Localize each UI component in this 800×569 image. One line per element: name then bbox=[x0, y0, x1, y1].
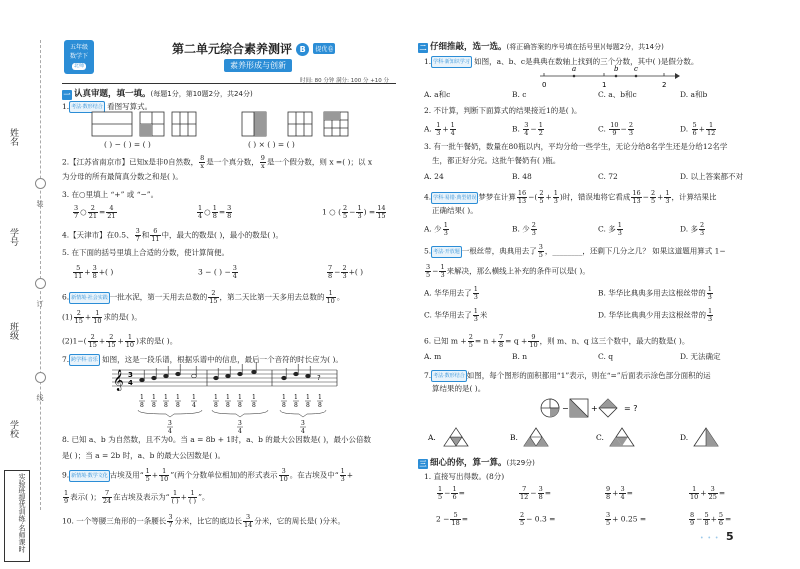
section-note: (共29分) bbox=[506, 459, 535, 467]
music-note bbox=[214, 376, 219, 380]
q9-line-2: $\frac{1}{9}$ 表示( )； $\frac{7}{24}$ 在古埃及表示为“ $\frac{1}{( )}$ + $\frac{1}{( )}$ ”。 bbox=[64, 489, 210, 505]
music-note bbox=[282, 376, 287, 380]
subject-text: 数学下 bbox=[69, 53, 88, 60]
measure-total: 4 bbox=[238, 428, 242, 435]
q2-line-2: 为分母的所有最简真分数之和是( )。 bbox=[62, 172, 183, 181]
section-heading bbox=[418, 40, 664, 53]
q5-expr-3: $\frac{7}{8}$ − $\frac{2}{3}$ +( ) bbox=[328, 264, 364, 280]
music-note bbox=[306, 374, 311, 378]
r7-shapes bbox=[540, 396, 680, 424]
question-5: 5. 在下面的括号里填上合适的分数，使计算简便。 bbox=[62, 248, 230, 257]
note-duration: 1 bbox=[192, 394, 196, 401]
choice-question-1: 1. 学科·新知识学习 如图，a、b、c是典典在数轴上找到的三个分数，其中( )是假分数。 bbox=[424, 57, 699, 66]
section-number-icon: 一 bbox=[63, 91, 71, 99]
number-label: 学号 bbox=[8, 228, 18, 246]
section-title: 认真审题，填一填。 bbox=[74, 89, 151, 99]
calc-item: $\frac{1}{10}$ + $\frac{3}{25}$ = bbox=[690, 485, 726, 501]
section-title: 细心的你，算一算。 bbox=[430, 458, 507, 468]
q2-text: 是一个真分数， bbox=[206, 157, 259, 167]
binding-strip bbox=[0, 0, 56, 569]
q2-text: 是一个假分数，则 x =( )；以 x bbox=[266, 157, 373, 167]
q3-expr-2: $\frac{1}{4}$ ○ $\frac{1}{8}$ = $\frac{3}{8}$ bbox=[198, 204, 232, 220]
r4-line-2: 正确结果( )。 bbox=[432, 206, 478, 215]
question-7: 7. 跨学科·音乐 如图，这是一段乐谱，根据乐谱中的信息，最后一个音符的时长应为( )。 bbox=[62, 355, 343, 364]
r1-options bbox=[424, 90, 450, 100]
name-label: 姓名 bbox=[8, 128, 18, 146]
note-duration: 8 bbox=[152, 402, 156, 409]
q2-text: 2.【江苏省南京市】已知x是非0自然数， bbox=[62, 157, 199, 167]
point-label: c bbox=[634, 65, 638, 73]
section-note: (每题1分，第10题2分，共24分) bbox=[150, 90, 253, 98]
music-note bbox=[252, 370, 257, 374]
q1-equation-2: ( ) × ( ) = ( ) bbox=[248, 140, 295, 149]
choice-question-6: 6. 已知 m + $\frac{2}{5}$ = n + $\frac{7}{8}$ = q + $\frac{9}{10}$ ，则 m、n、q 这三个数中，最大的数是( )。 bbox=[424, 333, 690, 349]
svg-text:C.: C. bbox=[596, 433, 604, 442]
note-duration: 8 bbox=[282, 402, 286, 409]
music-note bbox=[176, 372, 181, 376]
measure-total: 3 bbox=[238, 420, 242, 427]
svg-text:B.: B. bbox=[510, 433, 518, 442]
option-c[interactable]: C. a、b和c bbox=[598, 90, 637, 99]
q5-expr-1: $\frac{5}{11}$ + $\frac{3}{8}$ +( ) bbox=[74, 264, 114, 280]
question-10: 10. 一个等腰三角形的一条腰长 $\frac{3}{7}$ 分米，比它的底边长 $\frac{3}{14}$ 分米，它的周长是( )分米。 bbox=[62, 513, 345, 529]
note-duration: 8 bbox=[140, 402, 144, 409]
question-tag: 新情境·数学文化 bbox=[69, 470, 110, 482]
title-text: 第二单元综合素养测评 bbox=[172, 42, 293, 56]
grade-text: 五年级 bbox=[69, 44, 88, 51]
question-tag: 考法·数形结合 bbox=[69, 101, 105, 113]
music-note bbox=[192, 374, 197, 378]
question-text: 看图写算式。 bbox=[107, 102, 153, 111]
section-number-icon: 二 bbox=[419, 44, 427, 52]
question-4: 4.【天津市】在0.5、 $\frac{3}{7}$ 和 $\frac{6}{11}$ 中，最大的数是( )，最小的数是( )。 bbox=[62, 227, 283, 243]
note-duration: 8 bbox=[164, 402, 168, 409]
calc-item: $\frac{1}{5}$ − $\frac{1}{6}$ = bbox=[438, 485, 465, 501]
calc-item: $\frac{2}{5}$ − 0.3 = bbox=[520, 511, 556, 527]
question-number: 1. bbox=[62, 102, 70, 111]
question-tag: 学科·易错·典型错误 bbox=[431, 192, 478, 204]
subtitle-banner: 素养形成与创新 bbox=[224, 59, 292, 72]
option-b[interactable]: B. 少 $\frac{2}{3}$ bbox=[512, 221, 536, 237]
music-staff bbox=[112, 366, 342, 436]
q1-equation-1: ( ) − ( ) = ( ) bbox=[104, 140, 151, 149]
question-8: 8. 已知 a、b 为自然数，且不为0。当 a = 8b + 1时，a、b 的最大公因数是( )，最小公倍数 bbox=[62, 435, 372, 444]
choice-question-7: 7. 考法·数形结合 如图，每个图形的面积都用“1”表示，则在“=”后面表示涂色部分面积的运 bbox=[424, 371, 711, 380]
music-note bbox=[140, 378, 145, 382]
r7-option-shapes bbox=[428, 426, 728, 450]
page-dots: • • • bbox=[700, 535, 720, 542]
hole-label: 线 bbox=[36, 394, 44, 401]
music-note bbox=[152, 376, 157, 380]
number-line-point bbox=[573, 75, 576, 78]
time-info: 时间: 80 分钟 满分: 100 分 +10 分 bbox=[300, 78, 390, 84]
axis-tick-label: 1 bbox=[602, 81, 607, 89]
option-c[interactable]: C. q bbox=[598, 352, 614, 361]
section-title: 仔细推敲，选一选。 bbox=[430, 42, 507, 52]
note-duration: 1 bbox=[306, 394, 310, 401]
hole-label: 订 bbox=[36, 300, 44, 307]
page-title bbox=[172, 40, 382, 57]
calc-item: $\frac{7}{12}$ − $\frac{3}{8}$ = bbox=[520, 485, 552, 501]
question-9: 9. 新情境·数学文化 古埃及用“ $\frac{1}{5}$ + $\frac{1}{10}$ ”(两个分数单位相加)的形式表示 $\frac{3}{10}$ 。在古埃及中“ $\frac{1}{3}$ + bbox=[62, 467, 354, 483]
note-duration: 1 bbox=[252, 394, 256, 401]
grade-badge bbox=[64, 40, 94, 74]
option-d[interactable]: D. 华华比典典少用去这根丝带的 $\frac{1}{3}$ bbox=[598, 307, 713, 323]
option-a[interactable]: A. $\frac{1}{3}$ + $\frac{1}{4}$ bbox=[424, 121, 455, 137]
note-duration: 1 bbox=[238, 394, 242, 401]
option-d[interactable]: D. 以上答案都不对 bbox=[680, 172, 744, 181]
axis-tick-label: 0 bbox=[542, 81, 547, 89]
q3-expr-1: $\frac{3}{7}$ ○ $\frac{2}{21}$ = $\frac{4}{21}$ bbox=[74, 204, 116, 220]
option-b[interactable]: B. $\frac{3}{4}$ − $\frac{1}{2}$ bbox=[512, 121, 543, 137]
section-note: (将正确答案的序号填在括号里)(每题2分，共14分) bbox=[506, 43, 664, 51]
question-tag: 考法·开放题 bbox=[431, 246, 462, 258]
circle-blank[interactable]: ○ bbox=[204, 207, 211, 217]
q6-part-1: (1) $\frac{2}{15}$ + $\frac{1}{10}$ 求的是( )。 bbox=[62, 309, 142, 325]
measure-total: 3 bbox=[301, 420, 305, 427]
note-duration: 1 bbox=[294, 394, 298, 401]
q5-expr-2: 3 − ( ) − $\frac{3}{4}$ bbox=[198, 264, 237, 280]
difficulty-tag: 提优卷 bbox=[313, 43, 335, 54]
option-a[interactable]: A. 华华用去了 $\frac{1}{3}$ bbox=[424, 285, 478, 301]
option-b[interactable]: B. 48 bbox=[512, 172, 532, 181]
circle-blank[interactable]: 1 ○ ( bbox=[322, 207, 342, 217]
section-number-icon: 三 bbox=[419, 460, 427, 468]
q8-line-2: 是( )；当 a = 2b 时，a、b 的最大公因数是( )。 bbox=[62, 451, 225, 460]
option-d[interactable]: D. 多 $\frac{2}{3}$ bbox=[680, 221, 705, 237]
note-duration: 1 bbox=[214, 394, 218, 401]
number-line bbox=[540, 66, 680, 90]
option-d[interactable]: D. $\frac{5}{6}$ + $\frac{1}{12}$ bbox=[680, 121, 716, 137]
brand-box: 实验班提优训练·名师课时 bbox=[4, 470, 30, 562]
option-a[interactable]: A. 24 bbox=[424, 172, 444, 181]
note-duration: 8 bbox=[226, 402, 230, 409]
option-b[interactable]: B. 华华比典典多用去这根丝带的 $\frac{1}{3}$ bbox=[598, 285, 712, 301]
note-duration: 1 bbox=[226, 394, 230, 401]
measure-total: 4 bbox=[301, 428, 305, 435]
note-duration: 8 bbox=[306, 402, 310, 409]
note-duration: 4 bbox=[192, 402, 196, 409]
calc-instruction: 1. 直接写出得数。(8分) bbox=[424, 472, 505, 481]
question-tag: 考法·数形结合 bbox=[431, 370, 467, 382]
option-c[interactable]: C. 多 $\frac{1}{3}$ bbox=[598, 221, 622, 237]
unknown-note: ? bbox=[317, 374, 321, 382]
choice-question-3: 3. 有一批午餐奶，数量在80瓶以内，平均分给一些学生，无论分给8名学生还是分给12名学 bbox=[424, 142, 728, 151]
number-line-point bbox=[615, 75, 618, 78]
choice-question-4: 4. 学科·易错·典型错误 梦梦在计算 $\frac{16}{13}$ −( $\frac{2}{5}$ + $\frac{1}{3}$ )时，错误地将它看成 $\frac{16}{13}$ − $\frac{2}{5}$ + $\frac{1}{3}$ ，计算结果比 bbox=[424, 189, 717, 205]
class-label: 班级 bbox=[8, 322, 18, 340]
binding-hole bbox=[35, 372, 46, 383]
q6-part-2: (2)1−( $\frac{2}{15}$ + $\frac{2}{15}$ + $\frac{1}{10}$ )求的是( )。 bbox=[62, 333, 178, 349]
svg-text:D.: D. bbox=[680, 433, 689, 442]
point-label: b bbox=[614, 65, 619, 73]
option-c[interactable]: C. 华华用去了 $\frac{1}{3}$ 米 bbox=[424, 307, 488, 323]
calc-item: $\frac{8}{9}$ − $\frac{5}{8}$ + $\frac{5}{6}$ = bbox=[690, 511, 732, 527]
axis-tick-label: 2 bbox=[662, 81, 667, 89]
note-duration: 8 bbox=[318, 402, 322, 409]
note-duration: 1 bbox=[164, 394, 168, 401]
option-b[interactable]: B. c bbox=[512, 90, 527, 99]
note-duration: 8 bbox=[238, 402, 242, 409]
question-tag: 跨学科·音乐 bbox=[69, 354, 100, 366]
r7-equals: = ? bbox=[624, 404, 638, 413]
option-c[interactable]: C. 72 bbox=[598, 172, 618, 181]
time-signature: 4 bbox=[128, 379, 133, 387]
option-b[interactable]: B. n bbox=[512, 352, 528, 361]
choice-question-2: 2. 不计算，判断下面算式的结果接近1的是( )。 bbox=[424, 106, 582, 115]
music-note bbox=[294, 372, 299, 376]
question-tag: 新情境·社会实践 bbox=[69, 292, 110, 304]
section-heading bbox=[62, 87, 253, 100]
note-duration: 1 bbox=[176, 394, 180, 401]
question-2 bbox=[62, 155, 372, 170]
r7-line-2: 算结果的是( )。 bbox=[432, 384, 486, 393]
hole-label: 装 bbox=[36, 200, 44, 207]
section-heading bbox=[418, 456, 535, 469]
edition-pill: 北师 bbox=[73, 63, 84, 69]
r5-line-2: $\frac{3}{5}$ − $\frac{1}{3}$ 来解决，那么横线上补充的条件可以是( )。 bbox=[426, 263, 590, 279]
number-line-point bbox=[635, 75, 638, 78]
point-label: a bbox=[572, 65, 577, 73]
note-duration: 1 bbox=[318, 394, 322, 401]
svg-text:−: − bbox=[562, 404, 569, 413]
measure-total: 3 bbox=[168, 420, 172, 427]
r3-line-2: 生，都正好分完。这批午餐奶有( )瓶。 bbox=[432, 156, 561, 165]
calc-item: $\frac{3}{5}$ + 0.25 = bbox=[606, 511, 647, 527]
option-d[interactable]: D. a和b bbox=[680, 90, 708, 99]
note-duration: 8 bbox=[214, 402, 218, 409]
time-signature: 3 bbox=[128, 371, 133, 379]
measure-total: 4 bbox=[168, 428, 172, 435]
treble-clef-icon: 𝄞 bbox=[113, 370, 124, 391]
note-duration: 1 bbox=[140, 394, 144, 401]
circle-blank[interactable]: ○ bbox=[80, 207, 87, 217]
note-duration: 8 bbox=[252, 402, 256, 409]
page-number: 5 bbox=[726, 530, 734, 543]
option-a[interactable]: A. m bbox=[424, 352, 442, 361]
q3-expr-3: 1 ○ ( $\frac{2}{5}$ − $\frac{1}{3}$ ) = $\frac{14}{15}$ bbox=[322, 204, 386, 220]
note-duration: 8 bbox=[294, 402, 298, 409]
svg-text:+: + bbox=[591, 404, 598, 413]
music-note bbox=[226, 374, 231, 378]
q1-figures bbox=[92, 110, 392, 140]
calc-item: 2 − $\frac{5}{18}$ = bbox=[436, 511, 469, 527]
school-label: 学校 bbox=[8, 420, 18, 438]
option-d[interactable]: D. 无法确定 bbox=[680, 352, 721, 361]
cut-line bbox=[40, 40, 41, 510]
header-divider bbox=[62, 83, 396, 84]
binding-hole bbox=[35, 178, 46, 189]
note-duration: 1 bbox=[282, 394, 286, 401]
question-tag: 学科·新知识学习 bbox=[431, 56, 472, 68]
calc-item: $\frac{9}{8}$ + $\frac{3}{4}$ = bbox=[606, 485, 633, 501]
fraction: $\frac{9}{x}$ bbox=[260, 154, 265, 170]
choice-question-5: 5. 考法·开放题 一根丝带，典典用去了 $\frac{3}{5}$ ，________，还剩下几分之几？ 如果这道题用算式 1− bbox=[424, 243, 726, 259]
note-duration: 1 bbox=[152, 394, 156, 401]
binding-hole bbox=[35, 278, 46, 289]
note-duration: 8 bbox=[176, 402, 180, 409]
music-note bbox=[164, 374, 169, 378]
option-a[interactable]: A. a和c bbox=[424, 90, 451, 99]
option-c[interactable]: C. $\frac{10}{9}$ − $\frac{2}{3}$ bbox=[598, 121, 633, 137]
svg-text:A.: A. bbox=[428, 433, 436, 442]
question-6: 6. 新情境·社会实践 一批水泥，第一天用去总数的 $\frac{2}{15}$ ，第二天比第一天多用去总数的 $\frac{1}{10}$ 。 bbox=[62, 289, 345, 305]
version-badge: B bbox=[296, 43, 309, 56]
fraction: $\frac{8}{x}$ bbox=[200, 154, 205, 170]
music-note bbox=[238, 372, 243, 376]
option-a[interactable]: A. 少 $\frac{1}{3}$ bbox=[424, 221, 448, 237]
question-3: 3. 在○里填上 “+” 或 “−”。 bbox=[62, 190, 159, 199]
